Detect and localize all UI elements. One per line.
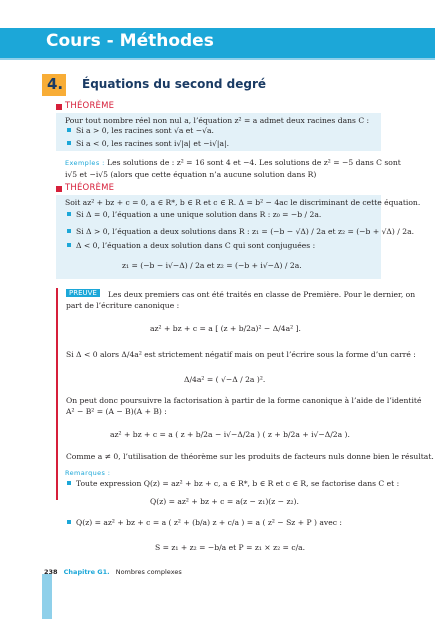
chapter-subject: Nombres complexes xyxy=(115,568,182,576)
section-title: Équations du second degré xyxy=(82,77,267,91)
remarks-text: Toute expression Q(z) = az² + bz + c, a ∈ R*, b ∈ R et c ∈ R, se factorise dans C et : xyxy=(76,479,400,488)
header-underline xyxy=(0,58,435,60)
remarks-label: Remarques : xyxy=(65,469,111,477)
examples-text: Les solutions de : z² = 16 sont 4 et −4. Les solutions de z² = −5 dans C sont xyxy=(107,158,401,167)
proof-text: Les deux premiers cas ont été traités en classe de Première. Pour le dernier, on xyxy=(108,290,416,299)
remarks-text: Q(z) = az² + bz + c = a ( z² + (b/a) z + c/a ) = a ( z² − Sz + P ) avec : xyxy=(76,518,342,527)
footer-strip xyxy=(42,574,52,619)
proof-text: Si Δ < 0 alors Δ/4a² est strictement négatif mais on peut l’écrire sous la forme d’un carré : xyxy=(66,350,416,359)
proof-text: A² − B² = (A − B)(A + B) : xyxy=(66,407,167,416)
header-title: Cours - Méthodes xyxy=(46,31,214,51)
bullet-marker xyxy=(67,229,71,233)
section-number: 4. xyxy=(47,75,64,93)
examples-line xyxy=(65,158,401,168)
proof-bar xyxy=(56,288,58,500)
proof-equation: az² + bz + c = a ( z + b/2a − i√−Δ/2a ) ( z + b/2a + i√−Δ/2a ). xyxy=(110,430,350,439)
theorem-bullet: Si Δ > 0, l’équation a deux solutions dans R : z₁ = (−b − √Δ) / 2a et z₂ = (−b + √Δ) / 2a. xyxy=(76,227,415,236)
chapter-label: Chapitre G1. xyxy=(63,568,110,576)
theorem-bullet: Δ < 0, l’équation a deux solution dans C qui sont conjuguées : xyxy=(76,241,316,250)
bullet-marker xyxy=(67,141,71,145)
proof-equation: az² + bz + c = a [ (z + b/2a)² − Δ/4a² ]. xyxy=(150,324,301,333)
page-footer xyxy=(44,568,182,576)
page-number: 238 xyxy=(44,568,58,576)
bullet-marker xyxy=(67,212,71,216)
theorem-formula: z₁ = (−b − i√−Δ) / 2a et z₂ = (−b + i√−Δ) / 2a. xyxy=(122,261,302,270)
theorem-bullet: Si Δ = 0, l’équation a une unique solution dans R : z₀ = −b / 2a. xyxy=(76,210,322,219)
bullet-marker xyxy=(67,243,71,247)
theorem-label: THÉORÈME xyxy=(65,101,115,111)
remarks-equation: S = z₁ + z₂ = −b/a et P = z₁ × z₂ = c/a. xyxy=(155,543,306,552)
theorem-marker xyxy=(56,186,62,192)
proof-text: part de l’écriture canonique : xyxy=(66,301,180,310)
theorem-marker xyxy=(56,104,62,110)
remarks-equation: Q(z) = az² + bz + c = a(z − z₁)(z − z₂). xyxy=(150,497,299,506)
theorem-bullet: Si a > 0, les racines sont √a et −√a. xyxy=(76,126,214,135)
bullet-marker xyxy=(67,128,71,132)
theorem-intro: Soit az² + bz + c = 0, a ∈ R*, b ∈ R et c ∈ R. Δ = b² − 4ac le discriminant de cette équation. xyxy=(65,198,421,207)
bullet-marker xyxy=(67,481,71,485)
proof-text: Comme a ≠ 0, l’utilisation de théorème sur les produits de facteurs nuls donne bien le résultat. xyxy=(66,452,434,461)
examples-label: Exemples : xyxy=(65,159,105,167)
page-header xyxy=(0,0,435,60)
proof-label: PREUVE xyxy=(66,289,100,297)
proof-text: On peut donc poursuivre la factorisation à partir de la forme canonique à l’aide de l’identité xyxy=(66,396,422,405)
theorem-label: THÉORÈME xyxy=(65,183,115,193)
theorem-bullet: Si a < 0, les racines sont i√|a| et −i√|a|. xyxy=(76,139,229,148)
examples-text: i√5 et −i√5 (alors que cette équation n’a aucune solution dans R) xyxy=(65,170,317,179)
proof-equation: Δ/4a² = ( √−Δ / 2a )². xyxy=(184,375,266,384)
theorem-intro: Pour tout nombre réel non nul a, l’équation z² = a admet deux racines dans C : xyxy=(65,116,370,125)
bullet-marker xyxy=(67,520,71,524)
